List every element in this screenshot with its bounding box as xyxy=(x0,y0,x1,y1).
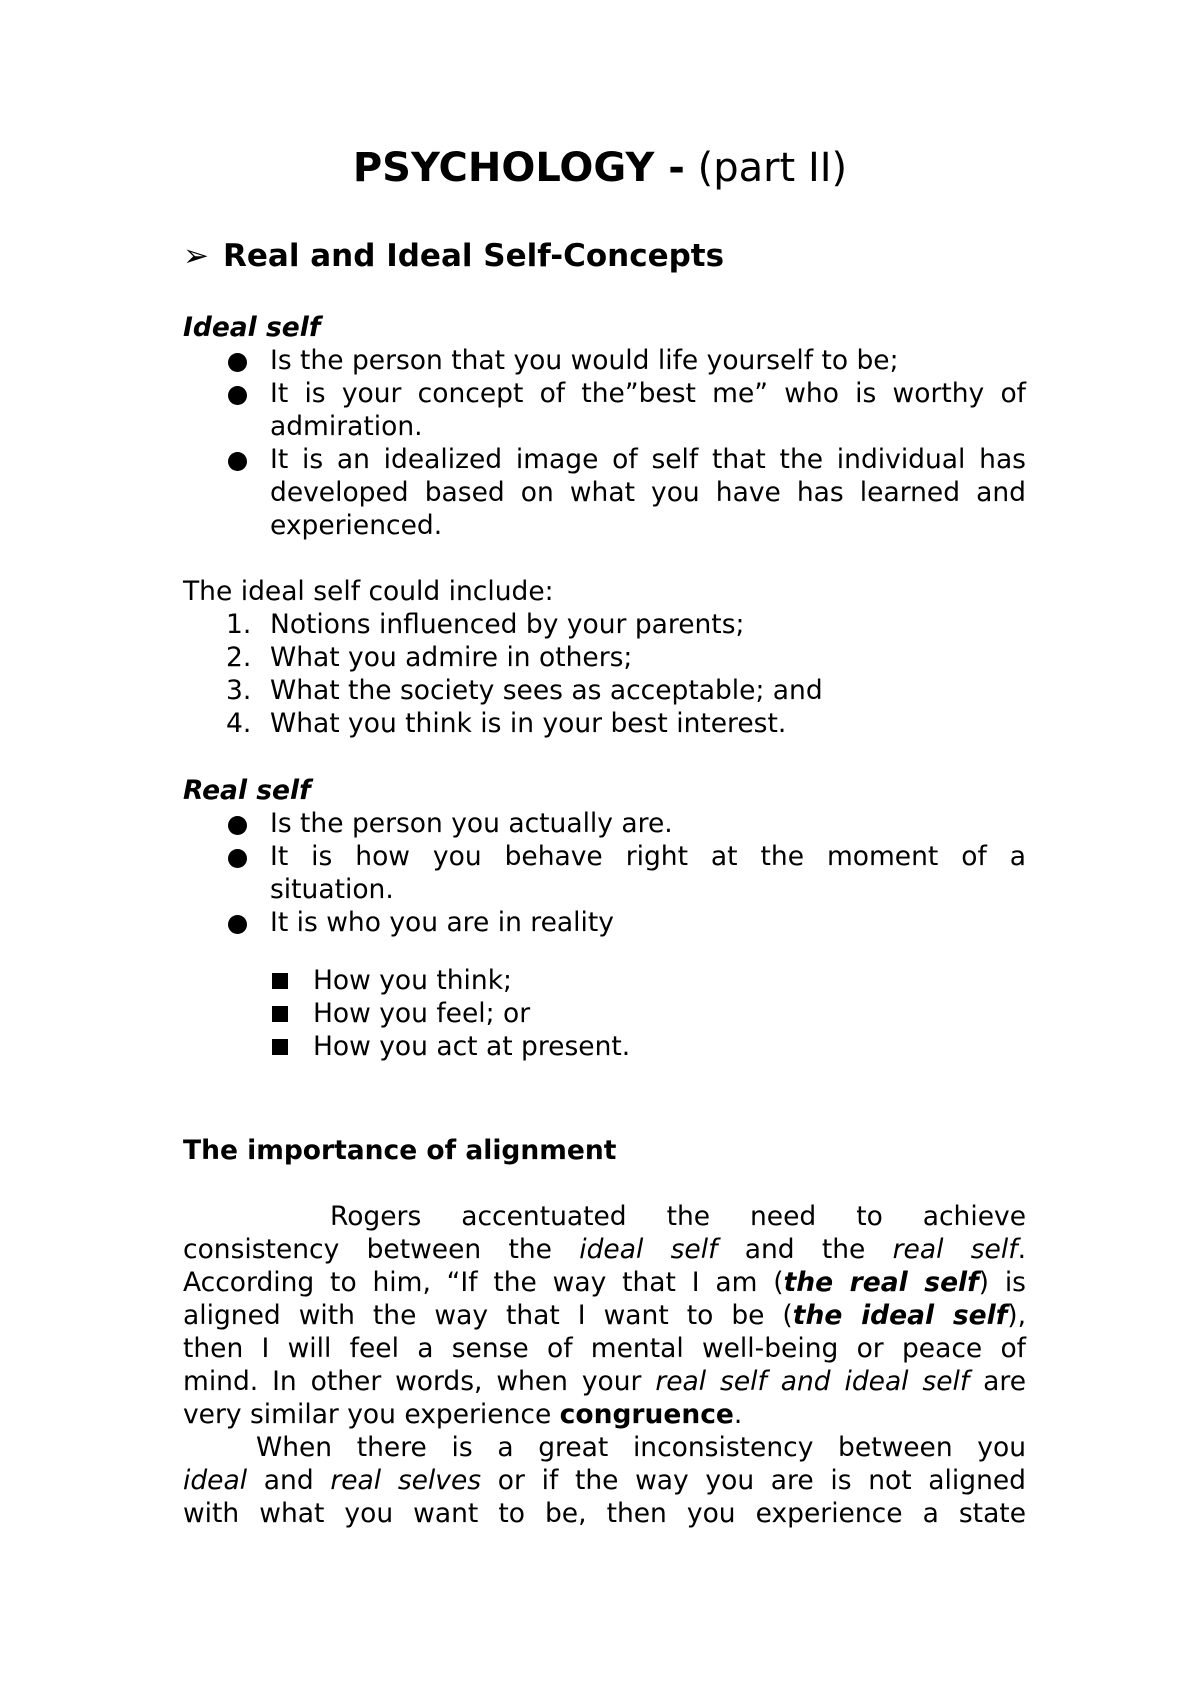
arrow-bullet-icon: ➢ xyxy=(183,238,209,274)
real-self-heading: Real self xyxy=(183,775,311,806)
include-intro: The ideal self could include: xyxy=(183,576,554,607)
alignment-p2-line-3: with what you want to be, then you experience a state xyxy=(183,1498,1026,1529)
ideal-bullet-1: Is the person that you would life yourself to be; xyxy=(270,345,899,376)
include-item-4: What you think is in your best interest. xyxy=(270,708,787,739)
section-heading-text: Real and Ideal Self-Concepts xyxy=(223,238,725,274)
real-bullet-2-line-1: It is how you behave right at the moment of a xyxy=(270,841,1026,872)
real-sub-item-1: How you think; xyxy=(313,965,512,996)
bullet-dot-icon xyxy=(228,386,247,405)
alignment-p2-line-1: When there is a great inconsistency between you xyxy=(256,1432,1026,1463)
list-number: 2. xyxy=(226,642,252,673)
alignment-p1-line-5: then I will feel a sense of mental well-being or peace of xyxy=(183,1333,1026,1364)
bullet-dot-icon xyxy=(228,915,247,934)
ideal-self-heading: Ideal self xyxy=(183,312,321,343)
ideal-bullet-2-line-2: admiration. xyxy=(270,411,423,442)
include-item-2: What you admire in others; xyxy=(270,642,633,673)
ideal-bullet-3-line-1: It is an idealized image of self that the individual has xyxy=(270,444,1026,475)
ideal-bullet-2-line-1: It is your concept of the”best me” who is worthy of xyxy=(270,378,1026,409)
alignment-p2-line-2: ideal and real selves or if the way you are is not aligned xyxy=(183,1465,1026,1496)
alignment-p1-line-3: According to him, “If the way that I am (the real self) is xyxy=(183,1267,1026,1298)
real-bullet-1: Is the person you actually are. xyxy=(270,808,673,839)
bullet-dot-icon xyxy=(228,452,247,471)
title-rest: (part II) xyxy=(684,145,848,191)
alignment-p1-line-7: very similar you experience congruence. xyxy=(183,1399,743,1430)
real-bullet-2-line-2: situation. xyxy=(270,874,394,905)
bullet-square-icon xyxy=(272,1006,288,1022)
title-bold: PSYCHOLOGY - xyxy=(352,145,685,191)
real-sub-item-3: How you act at present. xyxy=(313,1031,631,1062)
bullet-dot-icon xyxy=(228,353,247,372)
list-number: 4. xyxy=(226,708,252,739)
real-bullet-3: It is who you are in reality xyxy=(270,907,614,938)
page-title xyxy=(0,143,1200,193)
include-item-3: What the society sees as acceptable; and xyxy=(270,675,823,706)
list-number: 3. xyxy=(226,675,252,706)
alignment-p1-line-4: aligned with the way that I want to be (the ideal self), xyxy=(183,1300,1026,1331)
alignment-p1-line-6: mind. In other words, when your real self and ideal self are xyxy=(183,1366,1026,1397)
alignment-p1-line-1: Rogers accentuated the need to achieve xyxy=(330,1201,1026,1232)
bullet-dot-icon xyxy=(228,816,247,835)
real-sub-item-2: How you feel; or xyxy=(313,998,531,1029)
include-item-1: Notions influenced by your parents; xyxy=(270,609,745,640)
ideal-bullet-3-line-3: experienced. xyxy=(270,510,443,541)
alignment-p1-line-2: consistency between the ideal self and the real self. xyxy=(183,1234,1026,1265)
alignment-heading: The importance of alignment xyxy=(183,1135,617,1166)
bullet-square-icon xyxy=(272,1039,288,1055)
section-heading xyxy=(183,236,724,276)
bullet-dot-icon xyxy=(228,849,247,868)
ideal-bullet-3-line-2: developed based on what you have has learned and xyxy=(270,477,1026,508)
bullet-square-icon xyxy=(272,973,288,989)
list-number: 1. xyxy=(226,609,252,640)
